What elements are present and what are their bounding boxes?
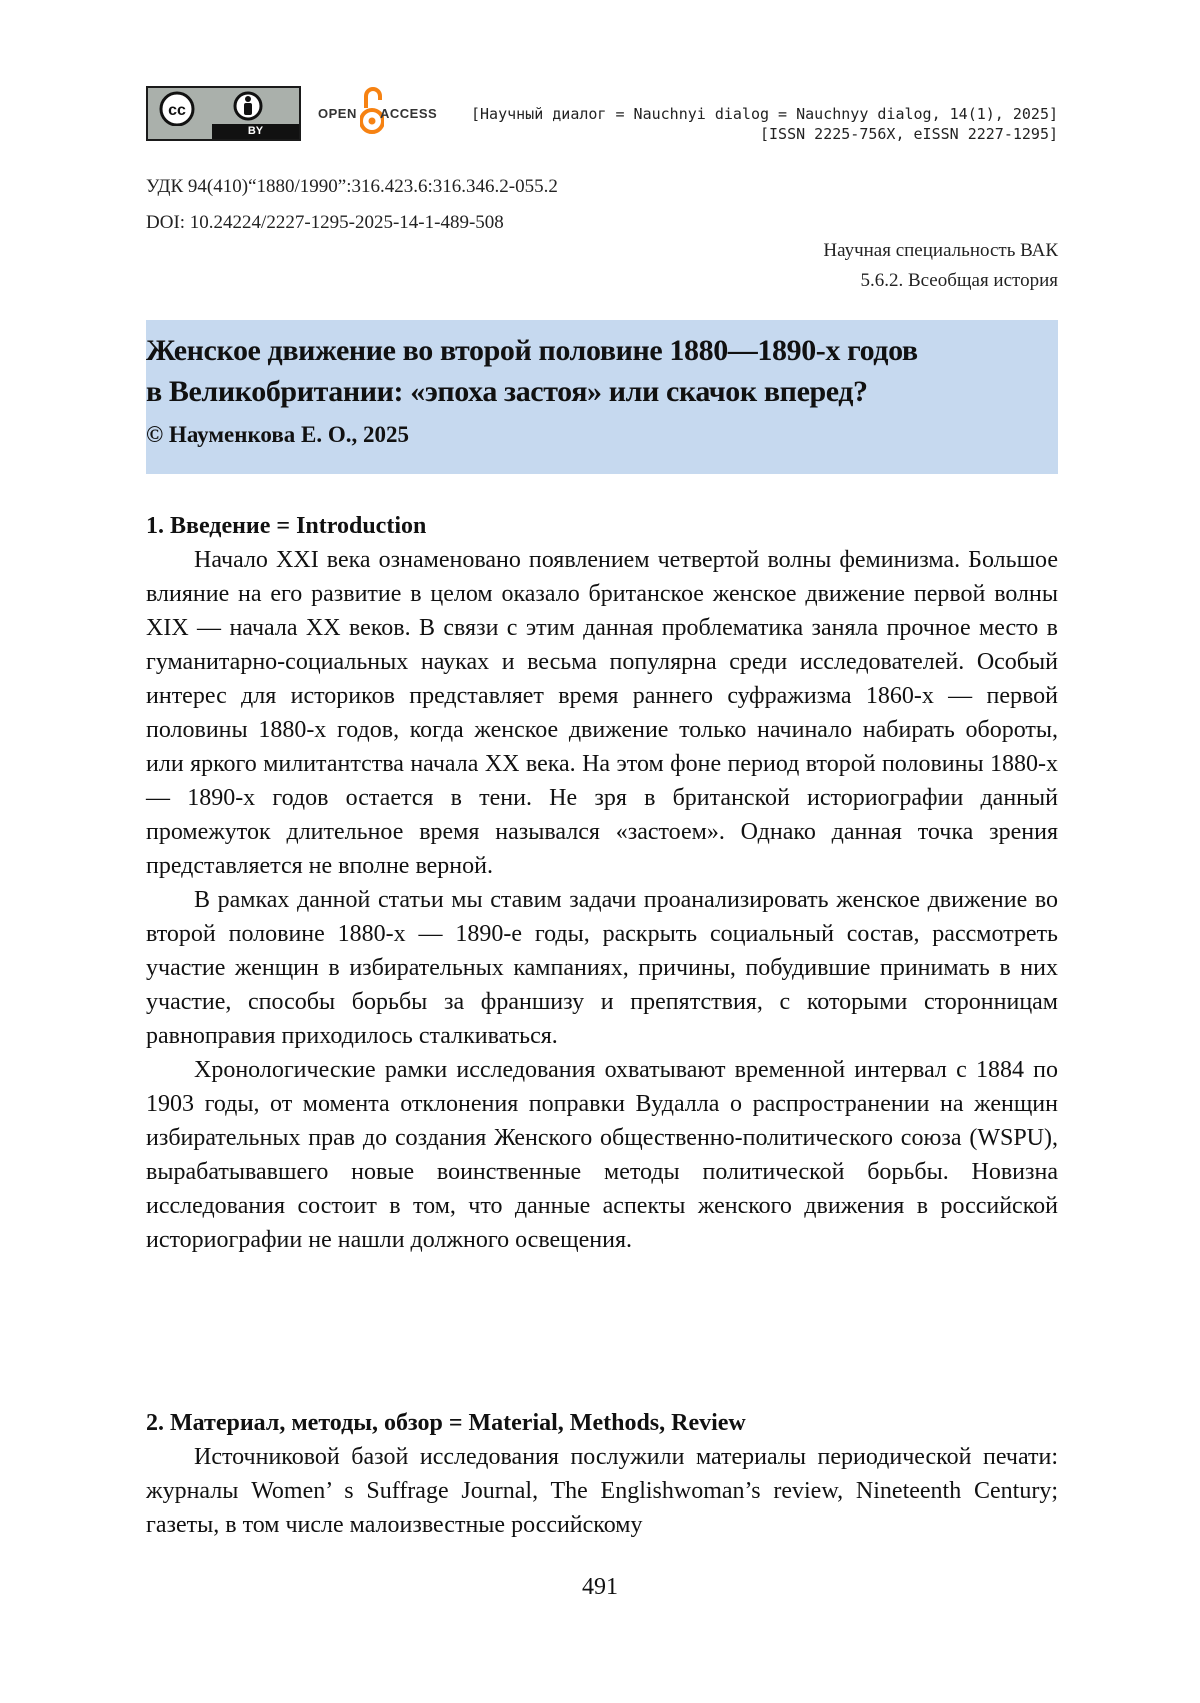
attribution-person-icon [148, 88, 303, 128]
udk-code: УДК 94(410)“1880/1990”:316.423.6:316.346.2-055.2 [146, 176, 558, 198]
body-paragraph: В рамках данной статьи мы ставим задачи проанализировать женское движение во второй половине 1880-х — 1890-е годы, раскрыть социальный состав, рассмотреть участие женщин в избирательных кампаниях, причины, побудившие принимать в них участие, способы борьбы за франшизу и препятствия, с которыми сторонницам равноправия приходилось сталкиваться. [146, 883, 1058, 1053]
section-introduction [146, 509, 1058, 1257]
cc-by-license-badge[interactable] [146, 86, 301, 141]
page-number: 491 [0, 1574, 1200, 1601]
article-title-line-2: в Великобритании: «эпоха застоя» или скачок вперед? [146, 371, 1046, 412]
author-copyright: © Науменкова Е. О., 2025 [146, 422, 409, 448]
svg-text:cc: cc [168, 102, 186, 119]
section-heading: 1. Введение = Introduction [146, 509, 1058, 543]
doi-link[interactable]: DOI: 10.24224/2227-1295-2025-14-1-489-508 [146, 212, 504, 234]
article-title [146, 330, 1046, 412]
open-access-label-access: ACCESS [380, 106, 437, 121]
vak-speciality [823, 236, 1058, 296]
article-page [0, 0, 1200, 1703]
title-block [146, 320, 1058, 474]
body-paragraph: Источниковой базой исследования послужили материалы периодической печати: журналы Women’ s Suffrage Journal, The Englishwoman’s review, Nineteenth Century; газеты, в том числе малоизвестные российскому [146, 1440, 1058, 1542]
section-material-methods [146, 1406, 1058, 1542]
section-heading: 2. Материал, методы, обзор = Material, Methods, Review [146, 1406, 1058, 1440]
article-title-line-1: Женское движение во второй половине 1880—1890-х годов [146, 330, 1046, 371]
cc-by-label: BY [212, 124, 299, 139]
journal-reference [471, 104, 1058, 144]
journal-citation: [Научный диалог = Nauchnyi dialog = Nauchnyy dialog, 14(1), 2025] [471, 104, 1058, 124]
open-access-logo[interactable] [318, 86, 463, 138]
open-access-label-open: OPEN [318, 106, 357, 121]
body-paragraph: Хронологические рамки исследования охватывают временной интервал с 1884 по 1903 годы, от момента отклонения поправки Вудалла о распространении на женщин избирательных прав до создания Женского общественно-политического союза (WSPU), вырабатывавшего новые воинственные методы политической борьбы. Новизна исследования состоит в том, что данные аспекты женского движения в российской историографии не нашли должного освещения. [146, 1053, 1058, 1257]
vak-speciality-code: 5.6.2. Всеобщая история [823, 266, 1058, 296]
vak-speciality-label: Научная специальность ВАК [823, 236, 1058, 266]
journal-issn: [ISSN 2225-756X, eISSN 2227-1295] [471, 124, 1058, 144]
body-paragraph: Начало XXI века ознаменовано появлением четвертой волны феминизма. Большое влияние на его развитие в целом оказало британское женское движение первой волны XIX — начала XX веков. В связи с этим данная проблематика заняла прочное место в гуманитарно-социальных науках и весьма популярна среди исследователей. Особый интерес для историков представляет время раннего суфражизма 1860-х — первой половины 1880-х годов, когда женское движение только начинало набирать обороты, или яркого милитантства начала XX века. На этом фоне период второй половины 1880-х — 1890-х годов остается в тени. Не зря в британской историографии данный промежуток длительное время назывался «застоем». Однако данная точка зрения представляется не вполне верной. [146, 543, 1058, 883]
